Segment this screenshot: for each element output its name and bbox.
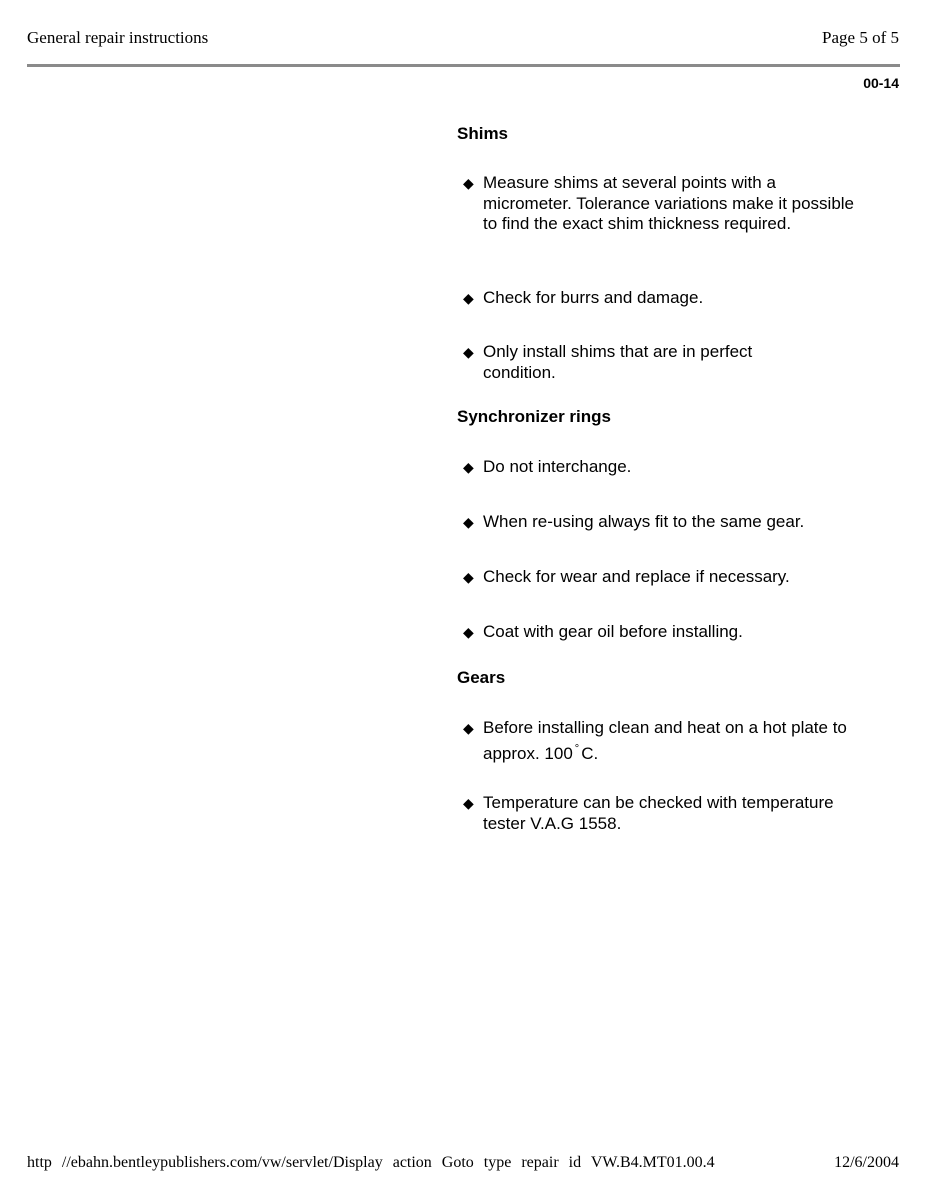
heading-shims: Shims (457, 124, 509, 143)
diamond-bullet-icon: ◆ (463, 720, 474, 736)
diamond-bullet-icon: ◆ (463, 569, 474, 585)
list-item (463, 342, 793, 383)
document-title: General repair instructions (27, 28, 209, 47)
diamond-bullet-icon: ◆ (463, 624, 474, 640)
list-item-text: Only install shims that are in perfect condition. (483, 342, 753, 382)
diamond-bullet-icon: ◆ (463, 344, 474, 360)
degree-symbol: ° (574, 742, 580, 755)
list-item-text: Do not interchange. (483, 457, 632, 476)
list-item-text: Before installing clean and heat on a hot plate to approx. 100 ° C. (483, 718, 847, 763)
footer-date: 12/6/2004 (834, 1154, 899, 1171)
list-item-text: Coat with gear oil before installing. (483, 622, 743, 641)
heading-gears: Gears (457, 668, 506, 687)
list-item (463, 793, 863, 834)
list-item-text: Check for wear and replace if necessary. (483, 567, 790, 586)
list-item-text: Check for burrs and damage. (483, 288, 704, 307)
heading-synchronizer-rings: Synchronizer rings (457, 407, 611, 426)
diamond-bullet-icon: ◆ (463, 459, 474, 475)
diamond-bullet-icon: ◆ (463, 290, 474, 306)
footer-url: http //ebahn.bentleypublishers.com/vw/servlet/Display action Goto type repair id VW.B4.MT01.00.4 (27, 1154, 715, 1171)
list-item-text: Measure shims at several points with a micrometer. Tolerance variations make it possible to find the exact shim thickness required. (483, 173, 855, 233)
list-item-text: When re-using always fit to the same gear. (483, 512, 805, 531)
list-item (463, 567, 863, 588)
diamond-bullet-icon: ◆ (463, 795, 474, 811)
diamond-bullet-icon: ◆ (463, 514, 474, 530)
list-item (463, 512, 863, 533)
header-divider (27, 64, 900, 67)
list-item (463, 718, 863, 764)
list-item (463, 622, 863, 643)
list-item (463, 457, 863, 478)
list-item (463, 288, 863, 309)
list-item-text: Temperature can be checked with temperature tester V.A.G 1558. (483, 793, 834, 833)
list-item (463, 173, 863, 235)
diamond-bullet-icon: ◆ (463, 175, 474, 191)
page-indicator: Page 5 of 5 (822, 28, 899, 47)
section-number: 00-14 (863, 75, 899, 91)
